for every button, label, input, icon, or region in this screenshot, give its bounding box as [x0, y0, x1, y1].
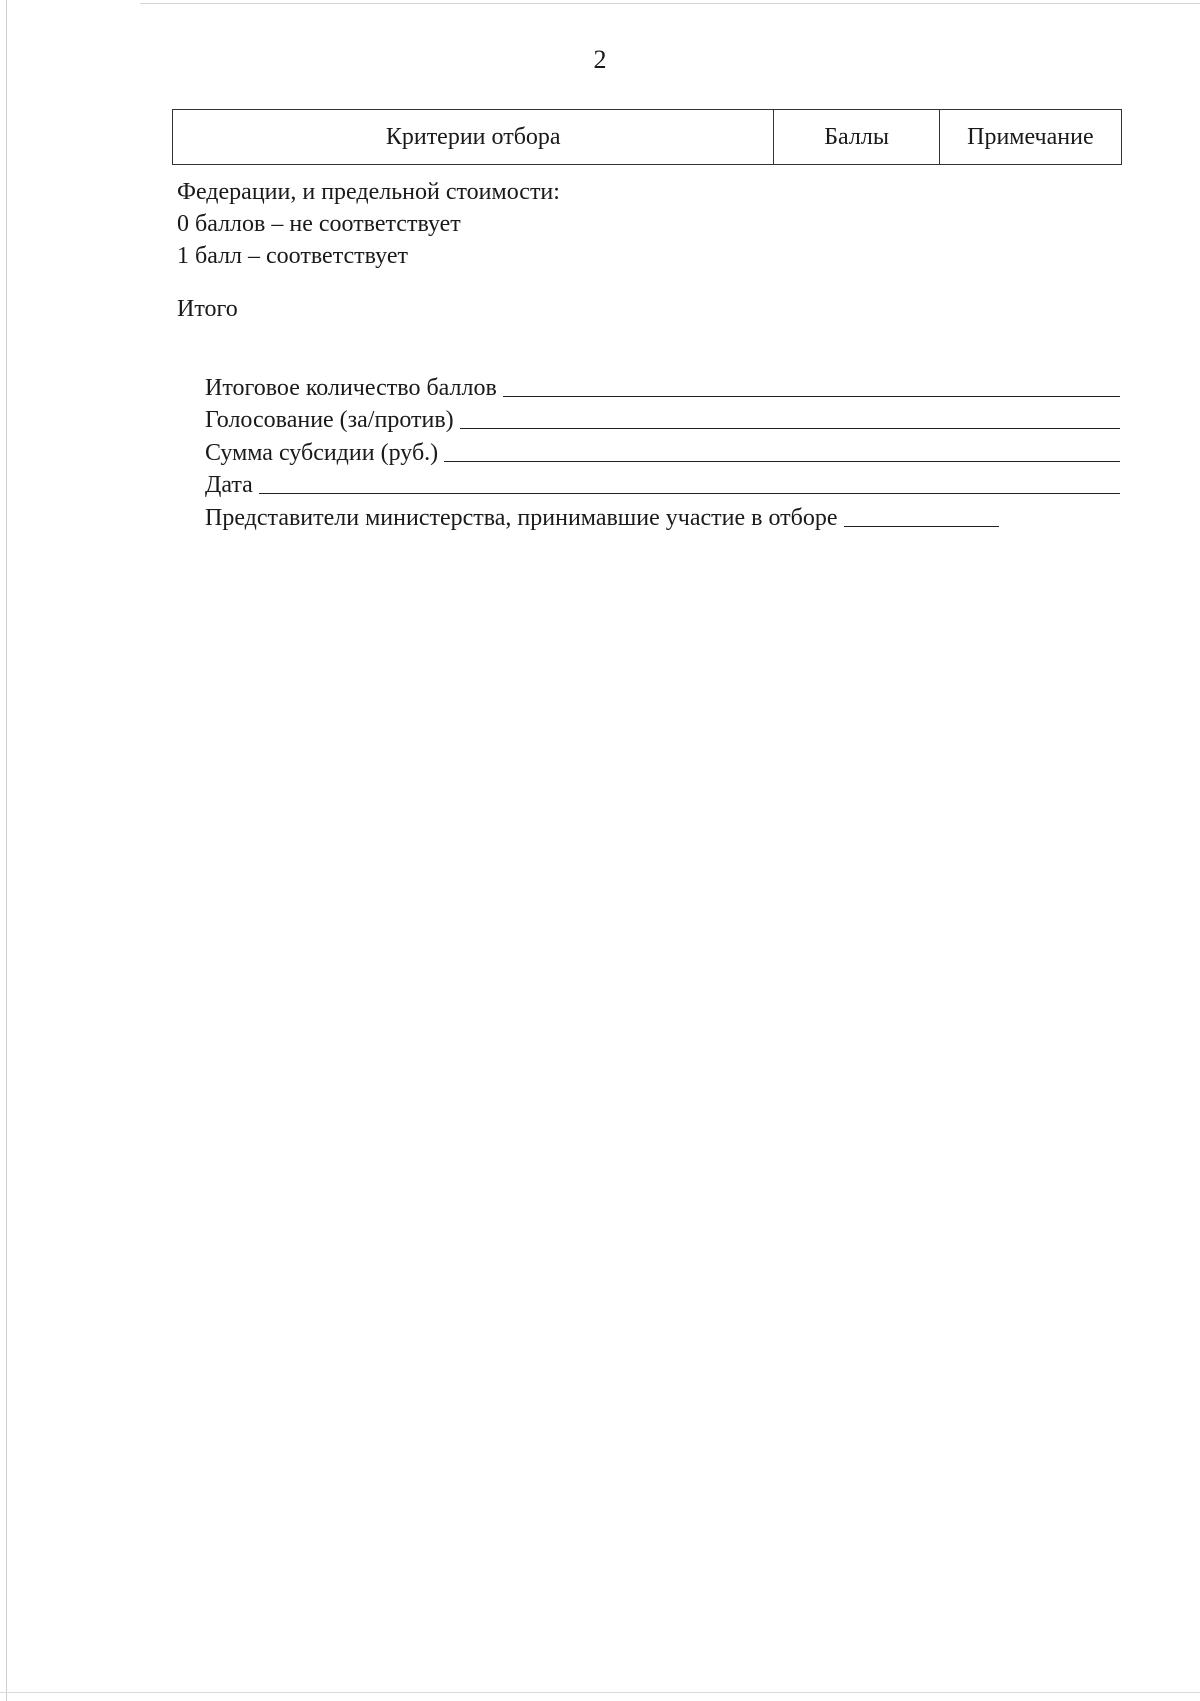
column-header-note: Примечание	[939, 110, 1121, 165]
criteria-table-header	[172, 109, 1122, 165]
form-field-total-score	[205, 369, 1120, 402]
form-field-blank-line	[503, 372, 1120, 397]
form-field-label: Представители министерства, принимавшие участие в отборе	[205, 504, 838, 531]
form-field-label: Дата	[205, 472, 253, 498]
page-number	[0, 45, 1200, 75]
scan-edge-left	[6, 0, 7, 1701]
criteria-text-line: Федерации, и предельной стоимости:	[177, 179, 560, 205]
form-field-blank-line	[444, 437, 1120, 462]
form-field-label: Голосование (за/против)	[205, 407, 454, 433]
total-label: Итого	[177, 296, 238, 322]
form-field-subsidy-amount	[205, 434, 1120, 467]
form-field-ministry-representatives	[205, 499, 1120, 532]
scan-edge-top	[140, 3, 1200, 4]
form-field-blank-line	[844, 502, 999, 527]
form-field-blank-line	[460, 404, 1120, 429]
table-header-row	[173, 110, 1122, 165]
page-number-text: 2	[593, 45, 607, 74]
criteria-text-line: 1 балл – соответствует	[177, 243, 408, 269]
criteria-text-line: 0 баллов – не соответствует	[177, 211, 461, 237]
form-fields	[205, 369, 1120, 532]
criteria-text	[177, 176, 560, 272]
form-field-voting	[205, 402, 1120, 435]
column-header-criteria: Критерии отбора	[173, 110, 774, 165]
form-field-label: Сумма субсидии (руб.)	[205, 439, 439, 466]
form-field-blank-line	[259, 469, 1120, 494]
scan-edge-bottom	[0, 1692, 1200, 1693]
column-header-score: Баллы	[774, 110, 939, 165]
form-field-label: Итоговое количество баллов	[205, 374, 497, 401]
form-field-date	[205, 467, 1120, 500]
